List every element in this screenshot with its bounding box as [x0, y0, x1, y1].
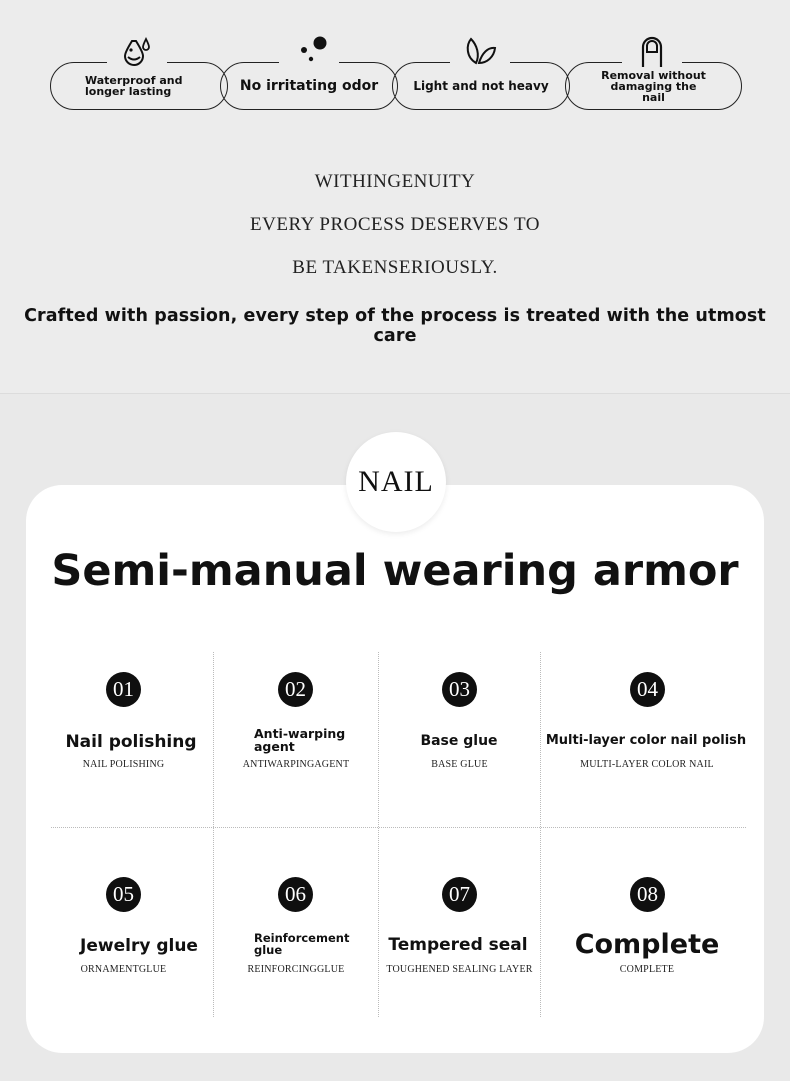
step-title: Nail polishing: [65, 732, 197, 752]
step-subtitle: COMPLETE: [619, 964, 675, 975]
features-section: [0, 0, 790, 393]
step-title: Complete: [574, 929, 720, 960]
step-title: Multi-layer color nail polish: [545, 733, 747, 748]
step-title: Reinforcement glue: [254, 931, 350, 957]
badge-label: NAIL: [358, 465, 434, 498]
leaf-icon: [450, 34, 510, 68]
feature-no-odor: [220, 62, 398, 110]
water-drop-icon: [107, 34, 167, 68]
step-subtitle: ANTIWARPINGAGENT: [242, 759, 350, 770]
step-title: Base glue: [420, 733, 498, 749]
step-title: Tempered seal: [388, 935, 528, 955]
step-subtitle: BASE GLUE: [431, 759, 488, 770]
grid-divider: [213, 652, 214, 1017]
step-title: Jewelry glue: [80, 936, 198, 956]
feature-removal: [565, 62, 742, 110]
grid-divider: [51, 827, 746, 828]
tagline: Crafted with passion, every step of the process is treated with the utmost care: [24, 306, 766, 346]
step-number: 02: [278, 672, 313, 707]
step-subtitle: MULTI-LAYER COLOR NAIL: [580, 759, 714, 770]
step-number: 06: [278, 877, 313, 912]
feature-light: [392, 62, 570, 110]
step-subtitle: NAIL POLISHING: [82, 759, 165, 770]
step-number: 08: [630, 877, 665, 912]
nail-badge: [346, 432, 446, 532]
step-number: 01: [106, 672, 141, 707]
feature-label-light: Light and not heavy: [413, 79, 549, 93]
step-subtitle: TOUGHENED SEALING LAYER: [386, 964, 533, 975]
grid-divider: [540, 652, 541, 1017]
fingernail-icon: [622, 34, 682, 68]
feature-label-waterproof: Waterproof and longer lasting: [85, 74, 183, 98]
step-number: 05: [106, 877, 141, 912]
step-title: Anti-warping agent: [254, 726, 346, 754]
feature-waterproof: [50, 62, 228, 110]
process-heading: Semi-manual wearing armor: [51, 546, 739, 596]
feature-label-no-odor: No irritating odor: [239, 78, 379, 94]
feature-label-removal: Removal without damaging the nail: [601, 68, 706, 104]
step-number: 04: [630, 672, 665, 707]
slogan-line-3: BE TAKENSERIOUSLY.: [292, 257, 498, 278]
slogan-line-2: EVERY PROCESS DESERVES TO: [250, 214, 540, 235]
step-subtitle: ORNAMENTGLUE: [80, 964, 167, 975]
dots-icon: [279, 34, 339, 68]
slogan-line-1: WITHINGENUITY: [314, 171, 476, 192]
step-number: 07: [442, 877, 477, 912]
step-subtitle: REINFORCINGGLUE: [247, 964, 345, 975]
step-number: 03: [442, 672, 477, 707]
grid-divider: [378, 652, 379, 1017]
